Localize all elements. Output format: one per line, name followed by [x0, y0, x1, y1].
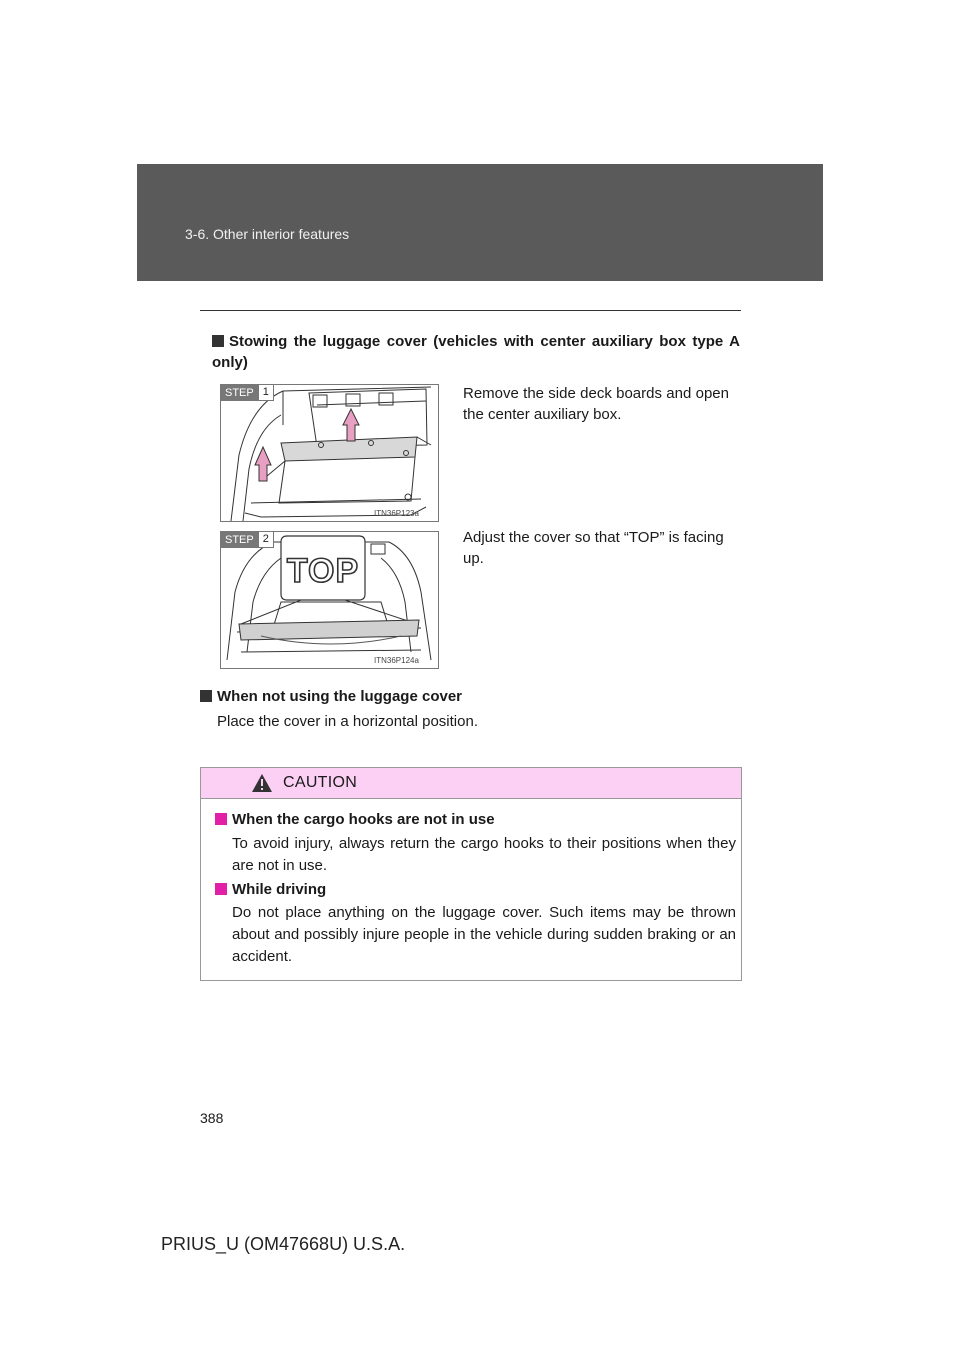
step-1-tag [221, 385, 274, 401]
not-using-heading-text: When not using the luggage cover [217, 688, 463, 705]
step-1-text: Remove the side deck boards and open the center auxiliary box. [463, 385, 729, 423]
footer-model-code: PRIUS_U (OM47668U) U.S.A. [161, 1234, 406, 1254]
bullet-square-icon [215, 883, 227, 895]
step-number: 2 [258, 532, 274, 548]
section-divider [200, 310, 741, 311]
not-using-heading [200, 686, 462, 707]
bullet-square-icon [212, 335, 224, 347]
caution-title: CAUTION [283, 774, 358, 791]
step-2-figure-code: ITN36P124a [374, 656, 419, 665]
header-band [137, 164, 823, 281]
bullet-square-icon [200, 690, 212, 702]
bullet-square-icon [215, 813, 227, 825]
page-number: 388 [200, 1110, 224, 1126]
step-1-figure-code: ITN36P123a [374, 509, 419, 518]
section-title: 3-6. Other interior features [185, 226, 350, 242]
caution-item-heading [215, 879, 326, 900]
step-label: STEP [221, 385, 258, 401]
step-1-figure [220, 384, 439, 522]
caution-item-heading-text: When the cargo hooks are not in use [232, 811, 495, 828]
caution-item-text: To avoid injury, always return the cargo hooks to their positions when they are not in use. [232, 835, 736, 874]
cargo-area-cover-illustration [221, 532, 438, 668]
step-2-tag [221, 532, 274, 548]
caution-header [201, 768, 741, 799]
caution-item-text: Do not place anything on the luggage cover. Such items may be thrown about and possibly injure people in the vehicle during sudden braking or an accident. [232, 904, 736, 965]
stowing-heading-text: Stowing the luggage cover (vehicles with center auxiliary box type A only) [212, 333, 740, 371]
caution-item-heading [215, 809, 495, 830]
step-label: STEP [221, 532, 258, 548]
warning-triangle-icon [251, 773, 273, 793]
step-number: 1 [258, 385, 274, 401]
caution-box [200, 767, 742, 981]
cargo-area-open-box-illustration [221, 385, 438, 521]
not-using-text: Place the cover in a horizontal position. [217, 713, 478, 730]
caution-item-heading-text: While driving [232, 881, 327, 898]
top-marking-callout: TOP [286, 552, 360, 590]
step-2-text: Adjust the cover so that “TOP” is facing up. [463, 529, 724, 567]
stowing-heading [212, 331, 740, 373]
step-2-figure [220, 531, 439, 669]
